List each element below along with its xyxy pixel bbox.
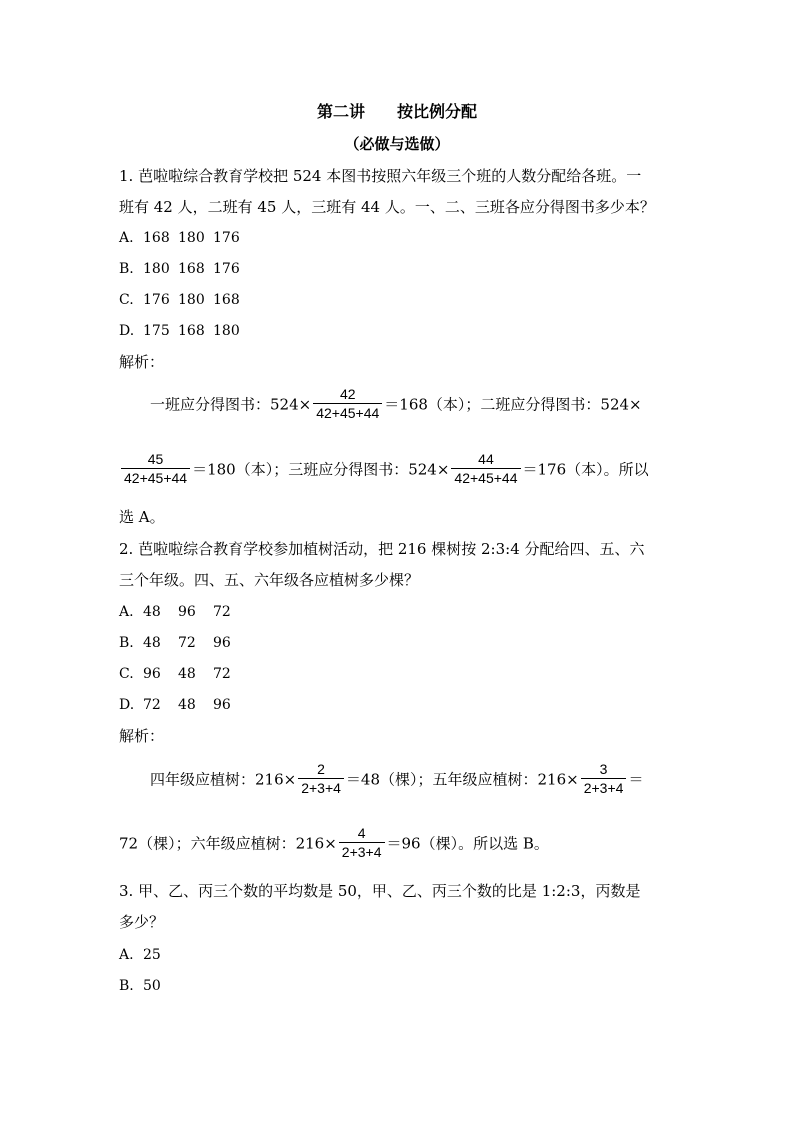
q2-option-c: C. 96 48 72 [119,666,231,682]
q1-option-d: D. 175 168 180 [119,323,240,339]
q1-option-b: B. 180 168 176 [119,261,240,277]
q1-solution-line3: 选 A。 [119,508,165,526]
q1-option-c: C. 176 180 168 [119,292,240,308]
q3-option-b: B. 50 [119,978,161,994]
q1-stem-line1: 1. 芭啦啦综合教育学校把 524 本图书按照六年级三个班的人数分配给各班。一 [119,167,642,185]
lesson-subtitle: （必做与选做） [344,135,450,153]
fraction: $\frac{4}{2+3+4}$ [339,824,385,861]
q1-solution-line2: $\frac{45}{42+45+44}$ ＝180（本）；三班应分得图书：524× $\frac{44}{42+45+44}$ ＝176（本）。所以 [119,452,679,489]
q2-solution-line2: 72（棵）；六年级应植树：216× $\frac{4}{2+3+4}$ ＝96（棵）。所以选 B。 [119,825,549,860]
q2-solution-line1: 四年级应植树：216× $\frac{2}{2+3+4}$ ＝48（棵）；五年级应植树：216× $\frac{3}{2+3+4}$ ＝ [150,761,644,796]
q3-stem-line1: 3. 甲、乙、丙三个数的平均数是 50，甲、乙、丙三个数的比是 1:2:3，丙数是 [119,882,641,900]
q2-stem-line1: 2. 芭啦啦综合教育学校参加植树活动，把 216 棵树按 2:3:4 分配给四、五、六 [119,540,645,558]
q1-option-a: A. 168 180 176 [119,230,240,246]
q1-analysis-label: 解析： [119,353,165,371]
q2-option-b: B. 48 72 96 [119,635,231,651]
q3-stem-line2: 多少？ [119,913,165,931]
q2-stem-line2: 三个年级。四、五、六年级各应植树多少棵？ [119,571,420,589]
fraction: $\frac{3}{2+3+4}$ [581,760,627,797]
fraction: $\frac{2}{2+3+4}$ [298,760,344,797]
q2-option-a: A. 48 96 72 [119,604,231,620]
fraction: $\frac{42}{42+45+44}$ [313,385,382,422]
lesson-title: 第二讲 按比例分配 [316,102,477,121]
q1-stem-line2: 班有 42 人，二班有 45 人，三班有 44 人。一、二、三班各应分得图书多少本？ [119,198,655,216]
fraction: $\frac{44}{42+45+44}$ [451,450,520,487]
q2-option-d: D. 72 48 96 [119,697,231,713]
q2-analysis-label: 解析： [119,727,165,745]
fraction: $\frac{45}{42+45+44}$ [121,450,190,487]
q3-option-a: A. 25 [119,947,161,963]
q1-solution-line1: 一班应分得图书：524× $\frac{42}{42+45+44}$ ＝168（本）；二班应分得图书：524× [150,386,642,421]
